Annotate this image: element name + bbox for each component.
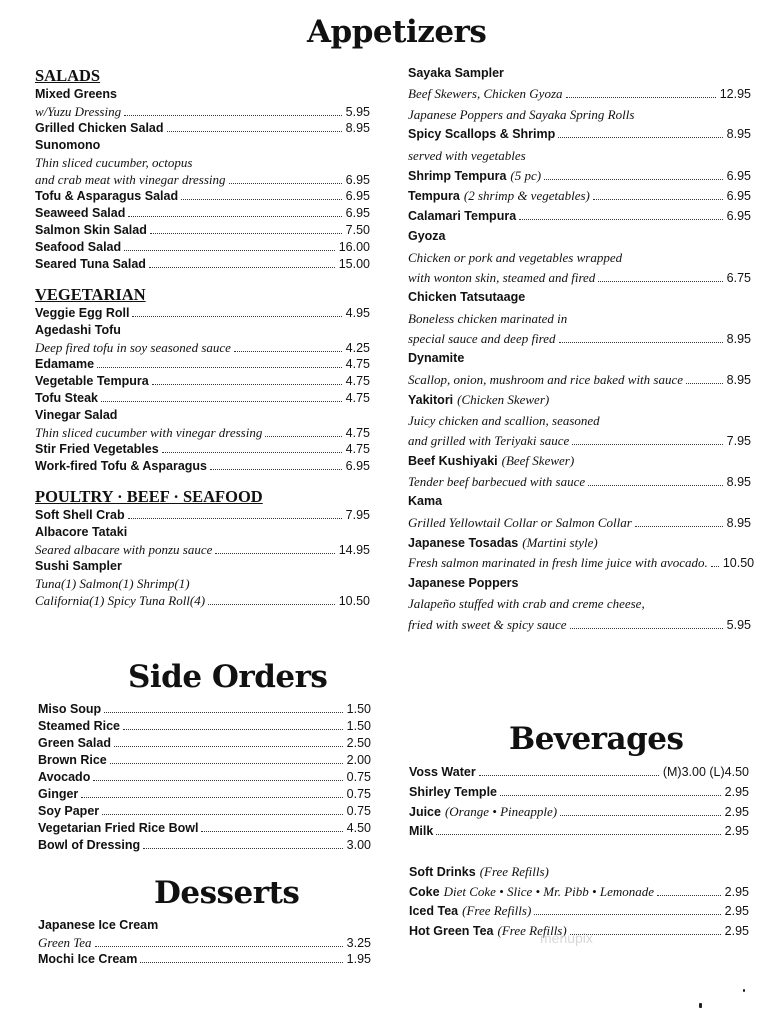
menu-item — [409, 785, 749, 805]
menu-item — [35, 357, 370, 374]
menu-item-note: (Free Refills) — [497, 922, 567, 938]
menu-item-price: 1.50 — [346, 719, 371, 733]
menu-item — [409, 884, 749, 904]
right-column — [408, 66, 755, 637]
dot-leader — [114, 746, 343, 747]
desserts-title: Desserts — [154, 875, 300, 911]
menu-item-price: 6.95 — [345, 459, 370, 473]
menu-item — [38, 804, 371, 821]
menu-item — [408, 66, 751, 86]
menu-item-price: 5.95 — [345, 105, 370, 119]
dot-leader — [132, 316, 341, 317]
menu-item — [408, 433, 751, 453]
menu-item-price: 4.75 — [345, 442, 370, 456]
menu-item-price: 6.95 — [726, 208, 751, 223]
dot-leader — [559, 342, 723, 343]
dot-leader — [95, 946, 343, 947]
dot-leader — [124, 115, 342, 116]
menu-item — [408, 209, 751, 229]
menu-item — [408, 270, 751, 290]
dot-leader — [544, 179, 723, 180]
menu-item-price: 6.95 — [345, 206, 370, 220]
dot-leader — [149, 267, 335, 268]
menu-item-price: 2.00 — [346, 753, 371, 767]
menu-item — [408, 453, 751, 473]
menu-item-price: 15.00 — [338, 257, 370, 271]
poultry-list — [35, 508, 370, 610]
menu-item-price: 6.95 — [345, 189, 370, 203]
menu-item-price: 2.95 — [724, 904, 749, 918]
menu-item-name: fried with sweet & spicy sauce — [408, 616, 567, 632]
dot-leader — [215, 553, 334, 554]
menu-item-note: (Free Refills) — [462, 903, 532, 918]
menu-item-name: Deep fired tofu in soy seasoned sauce — [35, 340, 231, 355]
menu-item-price: 1.95 — [346, 952, 371, 966]
menu-item-name: Steamed Rice — [38, 719, 120, 733]
beverages-list — [409, 765, 749, 843]
desserts-list — [38, 918, 371, 969]
dot-leader — [140, 962, 342, 963]
menu-item-name: Green Tea — [38, 935, 92, 950]
menu-item-price: 8.95 — [726, 127, 751, 142]
menu-item-price: 10.50 — [338, 594, 370, 608]
speck-mark — [699, 1003, 702, 1008]
dot-leader — [110, 763, 343, 764]
menu-item-price: 6.75 — [726, 270, 751, 285]
dot-leader — [558, 137, 722, 138]
menu-item-price: 2.95 — [724, 884, 749, 899]
menu-item-name: Vegetarian Fried Rice Bowl — [38, 821, 199, 835]
menu-item — [35, 459, 370, 476]
menu-item-price: 8.95 — [345, 121, 370, 135]
dot-leader — [686, 383, 723, 384]
menu-item-name: w/Yuzu Dressing — [35, 104, 122, 119]
menu-item — [35, 576, 370, 593]
menu-item — [408, 168, 751, 188]
menu-item-name: Kama — [408, 494, 443, 509]
menu-item — [408, 290, 751, 310]
menu-item-name: Boneless chicken marinated in — [408, 310, 568, 326]
menu-item — [35, 155, 370, 172]
poultry-beef-seafood-heading: POULTRY · BEEF · SEAFOOD — [35, 487, 263, 506]
menu-item — [408, 494, 751, 514]
menu-item — [38, 918, 371, 935]
side-orders-list — [38, 702, 371, 855]
menu-item-price: 2.95 — [724, 823, 749, 838]
menu-item — [35, 525, 370, 542]
menu-item-price: 5.95 — [726, 617, 751, 632]
menu-item-price: 0.75 — [346, 804, 371, 818]
menu-item-price: 3.25 — [346, 936, 371, 950]
menu-item-name: Japanese Ice Cream — [38, 918, 159, 932]
menu-item — [408, 576, 751, 596]
menu-item — [38, 736, 371, 753]
menu-item-name: Seared albacare with ponzu sauce — [35, 542, 213, 557]
menu-item — [35, 559, 370, 576]
menu-item — [35, 542, 370, 559]
menu-item — [35, 172, 370, 189]
dot-leader — [150, 233, 342, 234]
menu-item-name: Agedashi Tofu — [35, 323, 121, 337]
menu-item-name: Brown Rice — [38, 753, 107, 767]
dot-leader — [162, 452, 342, 453]
menu-item-price: 4.75 — [345, 357, 370, 371]
menu-item-name: Albacore Tataki — [35, 525, 128, 539]
dot-leader — [566, 97, 716, 98]
menu-item-price: 8.95 — [726, 372, 751, 387]
menu-item-name: Voss Water — [409, 765, 476, 779]
menu-item-name: Chicken Tatsutaage — [408, 290, 526, 305]
menu-item-name: Chicken or pork and vegetables wrapped — [408, 249, 623, 265]
menu-item-name: and grilled with Teriyaki sauce — [408, 433, 570, 449]
salads-heading: SALADS — [35, 66, 101, 85]
menu-item-name: Japanese Poppers — [408, 575, 519, 590]
menu-item — [408, 351, 751, 371]
menu-item — [35, 121, 370, 138]
menu-item — [408, 127, 751, 147]
menu-item-price: 0.75 — [346, 787, 371, 801]
menu-item — [35, 408, 370, 425]
menu-item — [38, 821, 371, 838]
menu-item — [408, 372, 751, 392]
dot-leader — [201, 831, 342, 832]
menu-item-price: 2.50 — [346, 736, 371, 750]
dot-leader — [588, 485, 723, 486]
menu-item-name: special sauce and deep fired — [408, 331, 556, 347]
menu-item-name: Avocado — [38, 770, 91, 784]
menu-item-price: 2.95 — [724, 784, 749, 799]
menu-item-name: Shrimp Tempura — [408, 168, 507, 183]
menu-item — [409, 804, 749, 824]
menu-item — [408, 474, 751, 494]
menu-item-name: Iced Tea — [409, 904, 459, 918]
menu-item-name: Grilled Yellowtail Collar or Salmon Collar — [408, 514, 632, 530]
menu-item — [409, 903, 749, 923]
menu-item-name: Mochi Ice Cream — [38, 952, 138, 966]
dot-leader — [500, 795, 721, 796]
dot-leader — [81, 797, 342, 798]
menu-item — [35, 240, 370, 257]
menu-item — [408, 311, 751, 331]
menu-item-name: Mixed Greens — [35, 87, 117, 101]
menu-item — [38, 838, 371, 855]
menu-item-price: 4.75 — [345, 391, 370, 405]
dot-leader — [208, 604, 335, 605]
menu-item-name: Fresh salmon marinated in fresh lime juice with avocado. — [408, 555, 708, 571]
menu-item-price: 8.95 — [726, 474, 751, 489]
dot-leader — [101, 401, 342, 402]
menu-item-price: 7.95 — [345, 508, 370, 522]
dot-leader — [436, 834, 720, 835]
menu-item — [35, 391, 370, 408]
menu-item — [35, 138, 370, 155]
menu-item-price: 4.75 — [345, 426, 370, 440]
menu-item — [408, 515, 751, 535]
menu-item — [408, 392, 751, 412]
menu-item — [408, 148, 751, 168]
menu-item — [38, 753, 371, 770]
menu-item-price: 16.00 — [338, 240, 370, 254]
menu-item-name: Tofu Steak — [35, 391, 98, 405]
menu-item-price: 6.95 — [726, 189, 751, 204]
menu-item-name: Tofu & Asparagus Salad — [35, 189, 179, 203]
menu-item-name: Salmon Skin Salad — [35, 223, 147, 237]
dot-leader — [570, 628, 723, 629]
menu-item-price: 4.95 — [345, 306, 370, 320]
menu-item — [38, 719, 371, 736]
menu-item-price: 3.00 — [346, 838, 371, 852]
menu-item — [408, 229, 751, 249]
menu-item — [408, 331, 751, 351]
menu-item-name: Vegetable Tempura — [35, 374, 149, 388]
menu-item-name: Shirley Temple — [409, 784, 497, 799]
menu-item-price: 4.50 — [346, 821, 371, 835]
menu-item-name: Miso Soup — [38, 702, 102, 716]
appetizers-right-list — [408, 66, 755, 637]
menu-item-name: Gyoza — [408, 229, 446, 244]
menu-item — [409, 864, 749, 884]
menu-item-name: Veggie Egg Roll — [35, 306, 130, 320]
appetizers-title: Appetizers — [307, 14, 487, 50]
menu-item-price: 6.95 — [345, 173, 370, 187]
watermark: menupix — [540, 930, 593, 946]
dot-leader — [265, 436, 341, 437]
menu-item — [408, 535, 751, 555]
menu-item — [35, 206, 370, 223]
dot-leader — [104, 712, 342, 713]
menu-item-name: Soft Drinks — [409, 865, 476, 879]
menu-item-name: Green Salad — [38, 736, 111, 750]
dot-leader — [102, 814, 343, 815]
menu-item — [35, 223, 370, 240]
vegetarian-heading: VEGETARIAN — [35, 285, 146, 304]
menu-item-name: Japanese Poppers and Sayaka Spring Rolls — [408, 106, 635, 122]
dot-leader — [519, 219, 723, 220]
menu-item-name: Yakitori — [408, 393, 454, 408]
dot-leader — [229, 183, 342, 184]
beverages-column — [409, 765, 749, 843]
menu-item-price: 4.25 — [345, 341, 370, 355]
menu-item-note: Diet Coke • Slice • Mr. Pibb • Lemonade — [443, 883, 654, 899]
dot-leader — [598, 281, 722, 282]
menu-item-name: Thin sliced cucumber, octopus — [35, 155, 193, 170]
menu-item — [408, 617, 751, 637]
dot-leader — [534, 914, 720, 915]
dot-leader — [128, 216, 341, 217]
menu-item — [408, 188, 751, 208]
dot-leader — [97, 367, 342, 368]
menu-item-note: (Free Refills) — [479, 864, 549, 879]
menu-item-name: Beef Kushiyaki — [408, 454, 498, 469]
dot-leader — [234, 351, 342, 352]
menu-item — [38, 702, 371, 719]
dot-leader — [572, 444, 722, 445]
menu-item — [408, 107, 751, 127]
menu-item-name: Tuna(1) Salmon(1) Shrimp(1) — [35, 576, 190, 591]
menu-item-name: Milk — [409, 823, 434, 838]
menu-item-name: Hot Green Tea — [409, 923, 494, 938]
menu-item-name: Ginger — [38, 787, 79, 801]
dot-leader — [479, 775, 659, 776]
dot-leader — [143, 848, 343, 849]
desserts-column — [38, 918, 371, 969]
menu-item-name: Bowl of Dressing — [38, 838, 141, 852]
dot-leader — [210, 469, 342, 470]
menu-item — [408, 250, 751, 270]
dot-leader — [167, 131, 342, 132]
menu-item-name: Seaweed Salad — [35, 206, 126, 220]
dot-leader — [93, 780, 342, 781]
menu-item — [35, 323, 370, 340]
menu-item-note: (Chicken Skewer) — [457, 392, 550, 408]
menu-item — [35, 87, 370, 104]
menu-item-name: Work-fired Tofu & Asparagus — [35, 459, 208, 473]
menu-item-price: 0.75 — [346, 770, 371, 784]
menu-item — [35, 189, 370, 206]
menu-item-note: (5 pc) — [510, 167, 542, 183]
menu-item-price: (M)3.00 (L)4.50 — [662, 765, 749, 779]
menu-item-name: Tempura — [408, 189, 460, 204]
menu-item — [408, 555, 755, 575]
menu-item-name: Jalapeño stuffed with crab and creme cheese, — [408, 596, 645, 612]
menu-item-note: (Beef Skewer) — [501, 453, 575, 469]
menu-item-price: 14.95 — [338, 543, 370, 557]
menu-item-name: Tender beef barbecued with sauce — [408, 473, 586, 489]
salads-list — [35, 87, 370, 274]
menu-item — [35, 593, 370, 610]
menu-item-price: 6.95 — [726, 168, 751, 183]
menu-item — [408, 86, 751, 106]
menu-item-name: Sayaka Sampler — [408, 66, 504, 80]
menu-item-name: California(1) Spicy Tuna Roll(4) — [35, 593, 206, 608]
menu-item — [38, 770, 371, 787]
side-orders-title: Side Orders — [128, 659, 328, 695]
menu-item-name: Beef Skewers, Chicken Gyoza — [408, 86, 563, 102]
dot-leader — [635, 526, 723, 527]
dot-leader — [593, 199, 723, 200]
dot-leader — [152, 384, 342, 385]
menu-item-name: Seafood Salad — [35, 240, 122, 254]
vegetarian-list — [35, 306, 370, 476]
menu-item-name: and crab meat with vinegar dressing — [35, 172, 226, 187]
menu-item-name: with wonton skin, steamed and fired — [408, 269, 596, 285]
speck-mark — [743, 989, 745, 992]
menu-item-name: Calamari Tempura — [408, 208, 517, 223]
menu-item-note: (2 shrimp & vegetables) — [463, 188, 590, 204]
dot-leader — [560, 815, 721, 816]
menu-item-name: Vinegar Salad — [35, 408, 118, 422]
menu-item-note: (Martini style) — [522, 534, 598, 550]
dot-leader — [128, 518, 342, 519]
beverages-title: Beverages — [509, 721, 684, 757]
menu-item-name: Coke — [409, 884, 440, 899]
menu-item — [408, 596, 751, 616]
menu-item-name: Juicy chicken and scallion, seasoned — [408, 412, 600, 428]
menu-item-name: Soy Paper — [38, 804, 100, 818]
menu-item-price: 2.95 — [724, 923, 749, 938]
menu-item-price: 7.50 — [345, 223, 370, 237]
menu-item-name: Sunomono — [35, 138, 101, 152]
menu-item-name: Sushi Sampler — [35, 559, 122, 573]
dot-leader — [124, 250, 335, 251]
side-orders-column — [38, 702, 371, 855]
menu-item-price: 8.95 — [726, 515, 751, 530]
menu-item-price: 4.75 — [345, 374, 370, 388]
menu-item-price: 1.50 — [346, 702, 371, 716]
menu-item-name: Stir Fried Vegetables — [35, 442, 159, 456]
menu-item-name: Soft Shell Crab — [35, 508, 125, 522]
menu-item — [35, 442, 370, 459]
menu-item-name: Grilled Chicken Salad — [35, 121, 164, 135]
menu-item — [409, 824, 749, 844]
menu-item — [35, 257, 370, 274]
menu-item-name: Thin sliced cucumber with vinegar dressing — [35, 425, 263, 440]
menu-item-name: Juice — [409, 805, 441, 819]
dot-leader — [657, 895, 721, 896]
menu-item — [408, 413, 751, 433]
menu-item-name: served with vegetables — [408, 147, 526, 163]
menu-item — [35, 340, 370, 357]
left-column — [35, 65, 370, 610]
dot-leader — [123, 729, 343, 730]
menu-item-price: 8.95 — [726, 332, 751, 347]
menu-item — [38, 935, 371, 952]
menu-item — [409, 765, 749, 785]
menu-item — [35, 104, 370, 121]
dot-leader — [181, 199, 342, 200]
menu-item-name: Dynamite — [408, 351, 465, 366]
menu-item-price: 2.95 — [724, 805, 749, 819]
menu-item-name: Edamame — [35, 357, 95, 371]
menu-item-name: Scallop, onion, mushroom and rice baked with sauce — [408, 371, 684, 387]
menu-item-name: Seared Tuna Salad — [35, 257, 146, 271]
menu-item — [35, 425, 370, 442]
menu-item-price: 7.95 — [726, 434, 751, 449]
menu-item — [35, 374, 370, 391]
menu-item-note: (Orange • Pineapple) — [444, 804, 558, 819]
menu-item-price: 12.95 — [719, 87, 751, 102]
menu-item — [35, 306, 370, 323]
menu-item — [38, 952, 371, 969]
menu-item-name: Japanese Tosadas — [408, 535, 519, 550]
menu-item-price: 10.50 — [722, 556, 755, 571]
menu-item — [35, 508, 370, 525]
dot-leader — [711, 566, 719, 567]
menu-item — [38, 787, 371, 804]
menu-item-name: Spicy Scallops & Shrimp — [408, 127, 556, 142]
